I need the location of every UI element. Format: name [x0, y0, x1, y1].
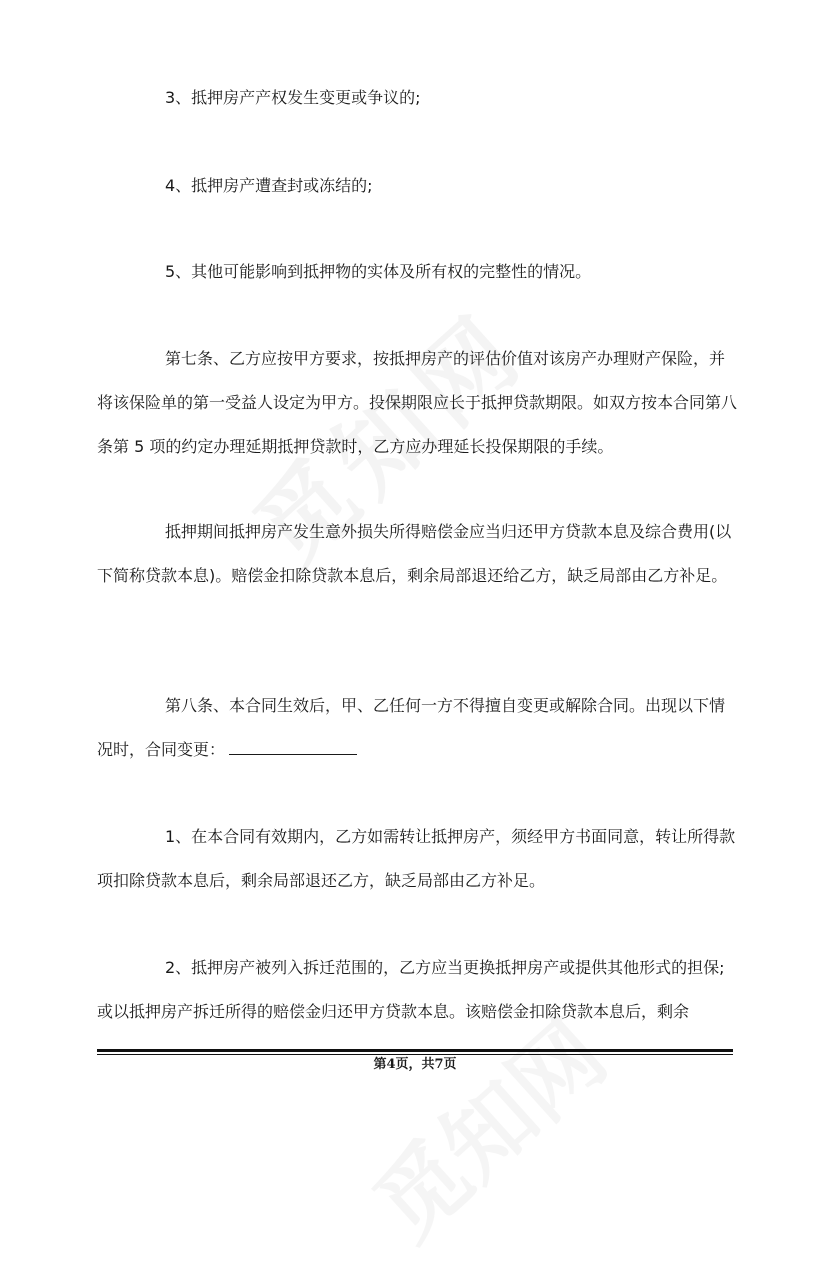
- article-8-item-2: 2、抵押房产被列入拆迁范围的，乙方应当更换抵押房产或提供其他形式的担保;或以抵押房产拆迁所得的赔偿金归还甲方贷款本息。该赔偿金扣除贷款本息后，剩余: [97, 958, 725, 1021]
- article-8-paragraph: [97, 684, 737, 772]
- article-8-text: 第八条、本合同生效后，甲、乙任何一方不得擅自变更或解除合同。出现以下情况时，合同变更：: [97, 696, 726, 759]
- clause-item-3: 3、抵押房产产权发生变更或争议的;: [165, 88, 421, 107]
- article-8-item-1: 1、在本合同有效期内，乙方如需转让抵押房产，须经甲方书面同意，转让所得款项扣除贷款本息后，剩余局部退还乙方，缺乏局部由乙方补足。: [97, 827, 736, 890]
- compensation-paragraph: 抵押期间抵押房产发生意外损失所得赔偿金应当归还甲方贷款本息及综合费用(以下简称贷款本息)。赔偿金扣除贷款本息后，剩余局部退还给乙方，缺乏局部由乙方补足。: [97, 522, 732, 585]
- footer-divider: [97, 1049, 733, 1052]
- page-number: 第4页，共7页: [373, 1057, 457, 1072]
- clause-item-4: 4、抵押房产遭查封或冻结的;: [165, 176, 373, 195]
- article-7-paragraph: 第七条、乙方应按甲方要求，按抵押房产的评估价值对该房产办理财产保险，并将该保险单的第一受益人设定为甲方。投保期限应长于抵押贷款期限。如双方按本合同第八条第 5 项的约定办理延期抵押贷款时，乙方应办理延长投保期限的手续。: [97, 349, 738, 456]
- fill-in-blank: [229, 736, 357, 755]
- clause-item-5: 5、其他可能影响到抵押物的实体及所有权的完整性的情况。: [165, 262, 592, 281]
